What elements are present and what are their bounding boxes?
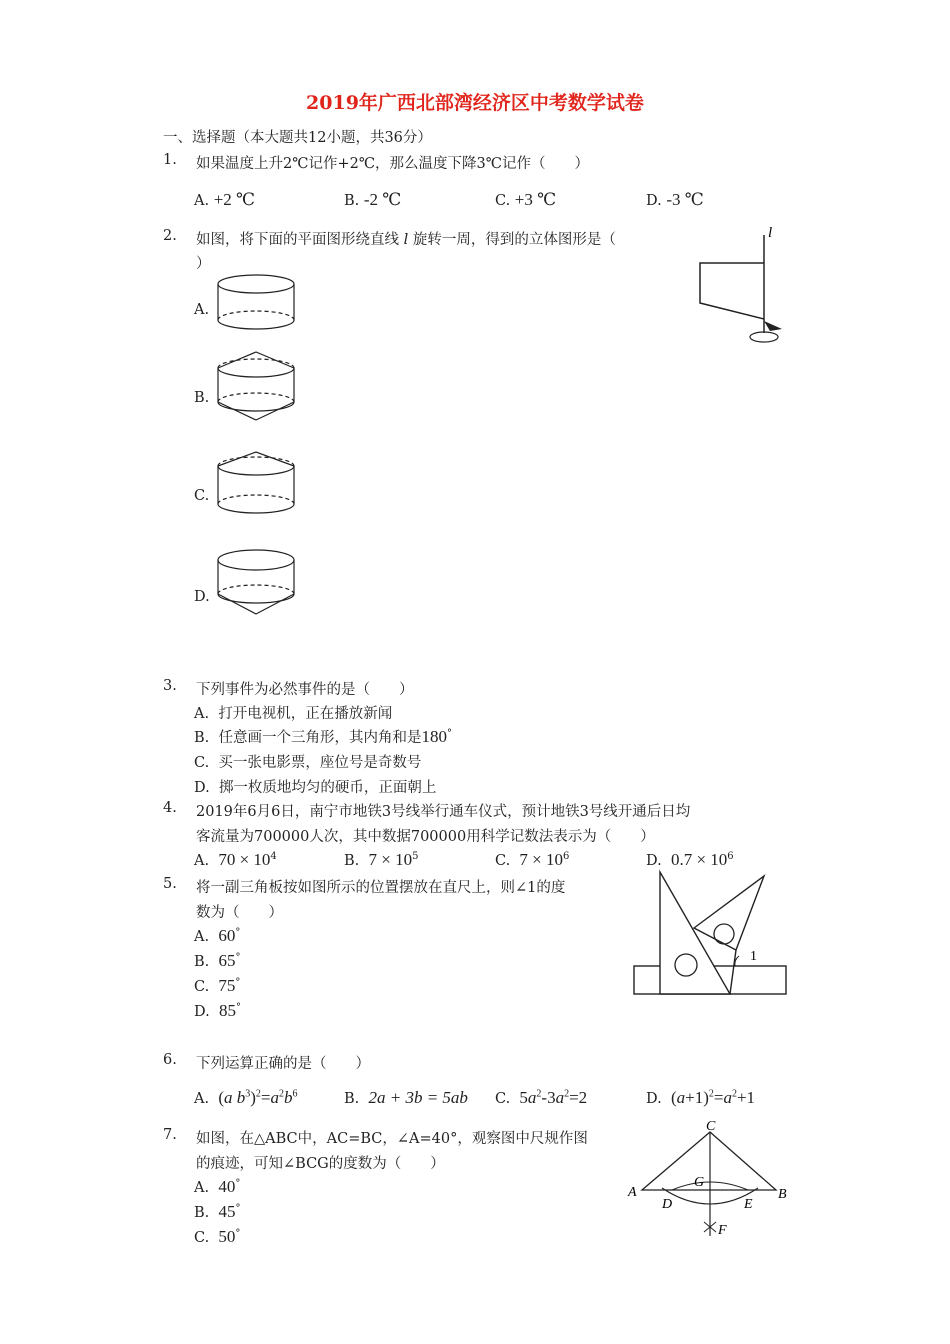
q7-number: 7. — [163, 1127, 177, 1143]
point-e-label: E — [744, 1197, 753, 1212]
option-label: C. — [194, 979, 210, 995]
q6-option-c[interactable] — [495, 1088, 587, 1108]
option-exp: 4 — [270, 851, 277, 863]
option-math: 180 — [421, 727, 447, 746]
option-a-math: (a $b^3)^2=a^2b^6$ — [218, 1088, 298, 1107]
degree-sign: ° — [446, 728, 452, 740]
option-label: A. — [194, 929, 210, 945]
q1-option-a[interactable] — [194, 190, 255, 210]
point-d-label: D — [662, 1197, 673, 1212]
option-label: C. — [495, 1091, 511, 1107]
option-value: 60 — [218, 926, 236, 945]
point-b-label: B — [778, 1187, 787, 1202]
q5-stem-line1: 将一副三角板按如图所示的位置摆放在直尺上，则∠1的度 — [196, 880, 566, 896]
q7-option-c[interactable] — [194, 1227, 240, 1247]
degree-sign: ° — [235, 927, 241, 939]
option-exp: 6 — [563, 851, 570, 863]
q2-option-b-label[interactable]: B. — [194, 390, 210, 406]
option-label: A. — [194, 1091, 210, 1107]
option-label: D. — [194, 1004, 210, 1020]
triangle-45 — [694, 876, 764, 950]
option-label: B. — [344, 853, 360, 869]
q6-number: 6. — [163, 1052, 177, 1068]
q2-option-c-figure[interactable] — [218, 450, 298, 520]
option-exp: 5 — [412, 851, 419, 863]
option-label: B. — [194, 730, 210, 746]
q2-option-a-label[interactable]: A. — [194, 302, 210, 318]
option-value: 85 — [218, 1001, 236, 1020]
option-label: B. — [344, 1091, 360, 1107]
q7-figure — [626, 1116, 796, 1246]
option-b-math: 2a + 3b = 5ab — [368, 1088, 468, 1107]
q3-option-a[interactable] — [194, 702, 392, 723]
point-c-label: C — [706, 1119, 716, 1134]
section-heading: 一、选择题（本大题共12小题，共36分） — [163, 130, 432, 146]
q1-option-d[interactable] — [646, 190, 704, 210]
q5-figure — [632, 868, 792, 998]
q2-figure — [690, 225, 800, 350]
triangle-abc — [642, 1132, 776, 1190]
q3-option-c[interactable] — [194, 751, 421, 772]
q1-option-b[interactable] — [344, 190, 401, 210]
axis-label: l — [768, 225, 773, 241]
q2-number: 2. — [163, 228, 177, 244]
q7-stem-line2: 的痕迹，可知∠BCG的度数为（ ） — [196, 1156, 445, 1172]
q5-option-a[interactable] — [194, 926, 240, 946]
q2-option-d-label[interactable]: D. — [194, 589, 210, 605]
option-label: C. — [194, 1230, 210, 1246]
q2-stem-line2: ） — [196, 256, 211, 272]
rotation-ellipse — [750, 332, 778, 342]
angle-label: 1 — [750, 949, 757, 964]
q5-option-d[interactable] — [194, 1001, 241, 1021]
q7-option-b[interactable] — [194, 1202, 240, 1222]
option-c-math: $5a^2-3a^2=2$ — [519, 1088, 588, 1107]
q1-number: 1. — [163, 152, 177, 168]
degree-sign: ° — [235, 1203, 241, 1215]
option-value: 65 — [218, 951, 236, 970]
option-text: +3 ℃ — [514, 190, 557, 209]
option-label: B. — [194, 954, 210, 970]
q1-option-c[interactable] — [495, 190, 556, 210]
q7-stem-line1: 如图，在△ABC中，AC=BC，∠A=40°，观察图中尺规作图 — [196, 1131, 588, 1147]
option-base: 0.7 × 10 — [670, 850, 728, 869]
option-label: B. — [194, 1205, 210, 1221]
option-label: D. — [194, 780, 210, 796]
q2-stem-line1 — [196, 228, 616, 249]
q4-number: 4. — [163, 800, 177, 816]
q2-option-a-figure[interactable] — [218, 274, 298, 334]
option-label: D. — [646, 1091, 662, 1107]
q3-number: 3. — [163, 678, 177, 694]
option-exp: 6 — [727, 851, 734, 863]
q7-option-a[interactable] — [194, 1177, 240, 1197]
option-d-math: $(a+1)^2=a^2+1$ — [670, 1088, 756, 1107]
q5-option-c[interactable] — [194, 976, 240, 996]
option-value: 45 — [218, 1202, 236, 1221]
triangle-30-60 — [660, 872, 730, 994]
option-label: A. — [194, 193, 210, 209]
option-text: 买一张电影票，座位号是奇数号 — [218, 755, 422, 771]
degree-sign: ° — [235, 1002, 241, 1014]
q3-stem: 下列事件为必然事件的是（ ） — [196, 682, 414, 698]
option-base: 70 × 10 — [218, 850, 271, 869]
q4-option-c[interactable] — [495, 850, 569, 870]
q6-option-b[interactable] — [344, 1088, 468, 1108]
q5-option-b[interactable] — [194, 951, 240, 971]
q2-stem-part2: 旋转一周，得到的立体图形是（ — [412, 232, 616, 248]
option-value: 50 — [218, 1227, 236, 1246]
point-f-label: F — [718, 1223, 727, 1238]
q2-option-b-figure[interactable] — [218, 350, 298, 430]
degree-sign: ° — [235, 977, 241, 989]
option-label: D. — [646, 193, 662, 209]
option-label: A. — [194, 853, 210, 869]
degree-sign: ° — [235, 1178, 241, 1190]
option-value: 75 — [218, 976, 236, 995]
option-label: C. — [495, 853, 511, 869]
q3-option-d[interactable] — [194, 776, 436, 797]
option-base: 7 × 10 — [368, 850, 413, 869]
option-text: 任意画一个三角形，其内角和是 — [218, 730, 422, 746]
q6-option-d[interactable] — [646, 1088, 755, 1108]
option-value: 40 — [218, 1177, 236, 1196]
q4-stem-line2: 客流量为700000人次，其中数据700000用科学记数法表示为（ ） — [196, 829, 655, 845]
q4-option-a[interactable] — [194, 850, 277, 870]
option-text: -2 ℃ — [363, 190, 402, 209]
q4-option-b[interactable] — [344, 850, 418, 870]
q6-option-a[interactable] — [194, 1088, 298, 1108]
q6-stem: 下列运算正确的是（ ） — [196, 1056, 370, 1072]
degree-sign: ° — [235, 952, 241, 964]
option-text: +2 ℃ — [213, 190, 256, 209]
q2-option-c-label[interactable]: C. — [194, 488, 210, 504]
option-label: A. — [194, 706, 210, 722]
q3-option-b[interactable] — [194, 726, 452, 747]
q2-option-d-figure[interactable] — [218, 548, 298, 620]
point-g-label: G — [694, 1175, 705, 1190]
option-text: 打开电视机，正在播放新闻 — [218, 706, 393, 722]
option-text: 掷一枚质地均匀的硬币，正面朝上 — [218, 780, 437, 796]
q5-stem-line2: 数为（ ） — [196, 905, 283, 921]
q4-stem-line1: 2019年6月6日，南宁市地铁3号线举行通车仪式，预计地铁3号线开通后日均 — [196, 804, 691, 820]
q2-stem-var: l — [403, 232, 409, 248]
page-title: 2019年广西北部湾经济区中考数学试卷 — [306, 92, 644, 114]
option-base: 7 × 10 — [519, 850, 563, 869]
option-label: A. — [194, 1180, 210, 1196]
option-label: C. — [495, 193, 511, 209]
q4-option-d[interactable] — [646, 850, 734, 870]
q5-number: 5. — [163, 876, 177, 892]
degree-sign: ° — [235, 1228, 241, 1240]
option-label: D. — [646, 853, 662, 869]
option-label: B. — [344, 193, 360, 209]
plane-shape — [700, 263, 764, 319]
option-text: -3 ℃ — [666, 190, 704, 209]
rotation-arrow-head — [764, 321, 782, 331]
q1-stem: 如果温度上升2℃记作+2℃，那么温度下降3℃记作（ ） — [196, 156, 589, 172]
point-a-label: A — [628, 1185, 637, 1200]
hole-circle — [714, 924, 734, 944]
option-label: C. — [194, 755, 210, 771]
q2-stem-part1: 如图，将下面的平面图形绕直线 — [196, 232, 399, 248]
